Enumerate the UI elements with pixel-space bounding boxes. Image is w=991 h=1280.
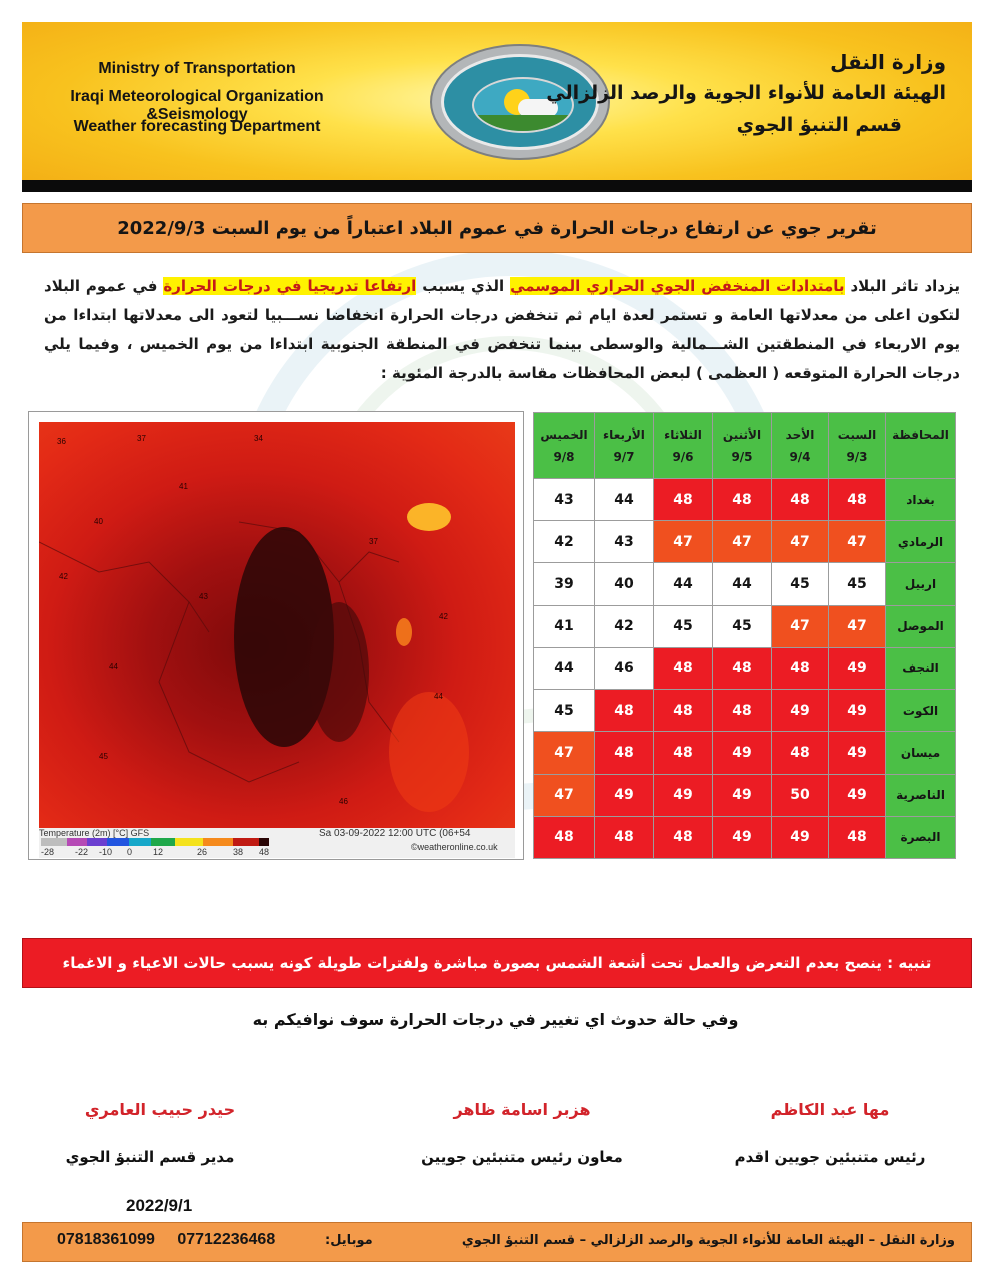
header-ar-ministry: وزارة النقل <box>830 50 946 74</box>
temp-cell: 47 <box>829 521 886 563</box>
temp-cell: 47 <box>713 521 772 563</box>
intro-paragraph <box>44 272 960 388</box>
temp-cell: 40 <box>595 563 654 605</box>
temp-cell: 48 <box>713 647 772 689</box>
province-cell: البصرة <box>886 816 956 858</box>
temp-cell: 48 <box>772 479 829 521</box>
temp-cell: 47 <box>534 732 595 774</box>
temp-cell: 41 <box>534 605 595 647</box>
temp-cell: 48 <box>654 690 713 732</box>
temp-cell: 45 <box>713 605 772 647</box>
table-row <box>534 816 956 858</box>
temp-cell: 45 <box>534 690 595 732</box>
signatory-1-role: رئيس متنبئين جويين اقدم <box>734 1148 926 1166</box>
temp-cell: 48 <box>534 816 595 858</box>
temp-cell: 49 <box>772 816 829 858</box>
table-row <box>534 521 956 563</box>
temp-cell: 48 <box>654 647 713 689</box>
intro-highlight-rise: ارتفاعا تدريجيا في درجات الحرارة <box>163 277 417 295</box>
header-en-ministry: Ministry of Transportation <box>98 60 296 77</box>
temp-cell: 48 <box>654 816 713 858</box>
province-cell: الرمادي <box>886 521 956 563</box>
temp-cell: 42 <box>595 605 654 647</box>
province-cell: الموصل <box>886 605 956 647</box>
temperature-map-image: 36 37 34 40 41 37 42 43 42 44 44 45 46 <box>39 422 515 828</box>
report-title-bar <box>22 203 972 253</box>
table-row <box>534 563 956 605</box>
temp-cell: 49 <box>713 732 772 774</box>
temp-cell: 45 <box>654 605 713 647</box>
temp-cell: 49 <box>654 774 713 816</box>
map-timestamp: Sa 03-09-2022 12:00 UTC (06+54 <box>319 828 471 839</box>
intro-text-mid: الذي يسبب <box>416 277 511 295</box>
map-credit: ©weatheronline.co.uk <box>411 842 498 852</box>
col-header-day: الأحد 9/4 <box>772 413 829 479</box>
temp-cell: 48 <box>595 690 654 732</box>
intro-text-start: يزداد تاثر البلاد <box>844 277 960 295</box>
table-row <box>534 647 956 689</box>
temp-cell: 47 <box>772 605 829 647</box>
temp-cell: 44 <box>654 563 713 605</box>
legend-tick: 48 <box>259 847 270 857</box>
intro-text-rest: في عموم البلاد لتكون اعلى من معدلاتها العامة و تستمر لعدة ايام ثم تنخفض درجات الحرارة انخفاضا نســـبيا لتعود الى معدلاتها ابتداءا من يوم الاربعاء في المنطقتين الشـــمالية والوسطى بينما تنخفض في المنطقة الجنوبية ابتداءا من يوم الخميس ، وفيما يلي درجات الحرارة المتوقعه ( العظمى ) لبعض المحافظات مقاسة بالدرجة المئوية : <box>44 277 960 382</box>
legend-tick: -10 <box>99 847 113 857</box>
header-en-department: Weather forecasting Department <box>73 118 321 135</box>
temp-cell: 48 <box>654 732 713 774</box>
legend-tick: 26 <box>197 847 208 857</box>
temp-cell: 49 <box>713 816 772 858</box>
temp-cell: 48 <box>829 479 886 521</box>
temp-cell: 45 <box>772 563 829 605</box>
temp-cell: 47 <box>534 774 595 816</box>
temp-cell: 48 <box>654 479 713 521</box>
temp-cell: 43 <box>534 479 595 521</box>
temp-cell: 49 <box>829 690 886 732</box>
table-header-row <box>534 413 956 479</box>
temp-cell: 48 <box>713 479 772 521</box>
legend-tick: 38 <box>233 847 244 857</box>
warning-text: تنبيه : ينصح بعدم التعرض والعمل تحت أشعة الشمس بصورة مباشرة ولفترات طويلة كونه يسبب حالات الاعياء و الاغماء <box>62 954 932 972</box>
temp-cell: 48 <box>772 732 829 774</box>
col-header-day: الأثنين 9/5 <box>713 413 772 479</box>
report-title: تقرير جوي عن ارتفاع درجات الحرارة في عموم البلاد اعتباراً من يوم السبت 2022/9/3 <box>117 217 877 239</box>
signatory-1-name: مها عبد الكاظم <box>770 1100 890 1119</box>
temp-cell: 44 <box>713 563 772 605</box>
province-cell: الناصرية <box>886 774 956 816</box>
table-row <box>534 605 956 647</box>
temp-cell: 48 <box>595 732 654 774</box>
legend-tick: 0 <box>127 847 133 857</box>
legend-tick: -28 <box>41 847 55 857</box>
map-legend <box>39 828 515 858</box>
header-ar-organization: الهيئة العامة للأنواء الجوية والرصد الزلزالي <box>546 82 946 104</box>
table-row <box>534 479 956 521</box>
footer-organization: وزارة النقل – الهيئة العامة للأنواء الجوية والرصد الزلزالي – قسم التنبؤ الجوي <box>461 1233 955 1248</box>
footer-mobile-label: موبايل: <box>325 1233 373 1248</box>
temp-cell: 49 <box>829 732 886 774</box>
signatory-2-name: هزبر اسامة ظاهر <box>453 1100 591 1119</box>
col-header-day: الثلاثاء 9/6 <box>654 413 713 479</box>
temp-cell: 39 <box>534 563 595 605</box>
col-header-day: الخميس 9/8 <box>534 413 595 479</box>
province-cell: اربيل <box>886 563 956 605</box>
footer-phone-numbers: 07818361099 07712236468 <box>57 1231 276 1248</box>
temp-cell: 49 <box>595 774 654 816</box>
heat-warning-banner <box>22 938 972 988</box>
col-header-province: المحافظة <box>886 413 956 479</box>
temp-cell: 44 <box>595 479 654 521</box>
province-cell: بغداد <box>886 479 956 521</box>
legend-tick: 12 <box>153 847 164 857</box>
signatory-3-name: حيدر حبيب العامري <box>84 1100 236 1119</box>
table-row <box>534 690 956 732</box>
contact-footer <box>22 1222 972 1262</box>
notification-note: وفي حالة حدوث اي تغيير في درجات الحرارة سوف نوافيكم به <box>252 1010 739 1029</box>
temp-cell: 49 <box>829 774 886 816</box>
temp-cell: 44 <box>534 647 595 689</box>
signatory-3-role: مدير قسم التنبؤ الجوي <box>65 1148 235 1166</box>
signatory-2-role: معاون رئيس متنبئين جويين <box>421 1148 623 1166</box>
temp-cell: 47 <box>829 605 886 647</box>
temp-cell: 48 <box>772 647 829 689</box>
map-overlay <box>39 422 515 828</box>
temp-cell: 46 <box>595 647 654 689</box>
temp-cell: 43 <box>595 521 654 563</box>
col-header-day: السبت 9/3 <box>829 413 886 479</box>
temp-cell: 42 <box>534 521 595 563</box>
temp-cell: 50 <box>772 774 829 816</box>
temp-cell: 49 <box>829 647 886 689</box>
province-cell: الكوت <box>886 690 956 732</box>
issue-date: 2022/9/1 <box>126 1196 193 1215</box>
map-legend-label: Temperature (2m) [°C] GFS <box>39 828 150 838</box>
legend-tick: -22 <box>75 847 89 857</box>
intro-highlight-low: بامتدادات المنخفض الجوي الحراري الموسمي <box>510 277 845 295</box>
temp-cell: 47 <box>772 521 829 563</box>
temp-cell: 47 <box>654 521 713 563</box>
temp-cell: 49 <box>772 690 829 732</box>
letterhead-banner <box>22 22 972 192</box>
forecast-temperature-table <box>533 412 956 859</box>
temp-cell: 48 <box>595 816 654 858</box>
province-cell: ميسان <box>886 732 956 774</box>
temp-cell: 45 <box>829 563 886 605</box>
temp-cell: 49 <box>713 774 772 816</box>
temp-cell: 48 <box>713 690 772 732</box>
table-row <box>534 774 956 816</box>
header-divider <box>22 180 972 192</box>
temp-cell: 48 <box>829 816 886 858</box>
header-ar-department: قسم التنبؤ الجوي <box>736 114 902 136</box>
col-header-day: الأربعاء 9/7 <box>595 413 654 479</box>
header-en-organization: Iraqi Meteorological Organization &Seismology <box>70 88 324 123</box>
table-row <box>534 732 956 774</box>
temperature-map <box>28 411 524 860</box>
province-cell: النجف <box>886 647 956 689</box>
